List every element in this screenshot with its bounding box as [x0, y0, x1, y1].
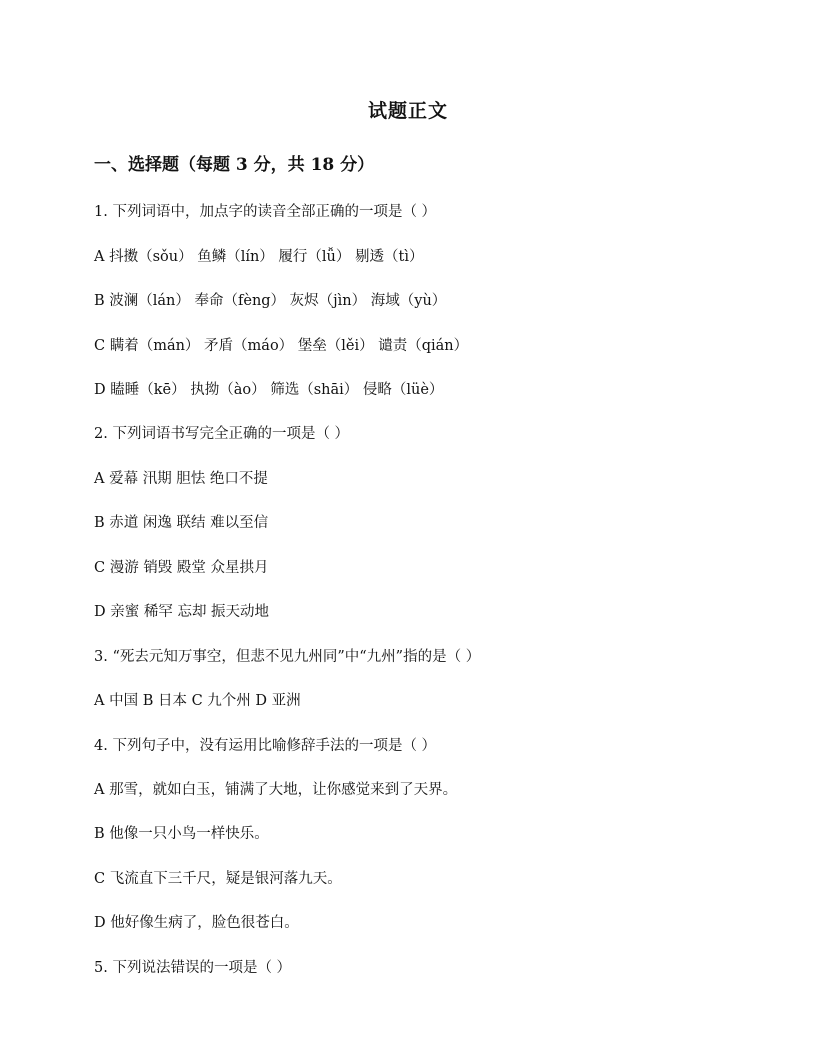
question-3-stem: 3. “死去元知万事空，但悲不见九州同”中“九州”指的是（ ）	[94, 649, 481, 665]
question-1-option-d: D 瞌睡（kē） 执拗（ào） 筛选（shāi） 侵略（lüè）	[94, 382, 444, 398]
question-4-option-b: B 他像一只小鸟一样快乐。	[94, 826, 269, 842]
section-heading: 一、选择题（每题 3 分，共 18 分）	[94, 155, 375, 175]
question-2-option-a: A 爱幕 汛期 胆怯 绝口不提	[94, 471, 268, 487]
question-4-option-d: D 他好像生病了，脸色很苍白。	[94, 915, 299, 931]
question-2-stem: 2. 下列词语书写完全正确的一项是（ ）	[94, 426, 350, 442]
question-3-options: A 中国 B 日本 C 九个州 D 亚洲	[94, 693, 301, 709]
question-1-option-a: A 抖擞（sǒu） 鱼鳞（lín） 履行（lǚ） 剔透（tì）	[94, 249, 424, 265]
question-5-stem: 5. 下列说法错误的一项是（ ）	[94, 960, 292, 976]
question-2-option-b: B 赤道 闲逸 联结 难以至信	[94, 515, 269, 531]
question-4-stem: 4. 下列句子中，没有运用比喻修辞手法的一项是（ ）	[94, 738, 437, 754]
question-2-option-c: C 漫游 销毁 殿堂 众星拱月	[94, 560, 269, 576]
question-4-option-a: A 那雪，就如白玉，铺满了大地，让你感觉来到了天界。	[94, 782, 458, 798]
question-4-option-c: C 飞流直下三千尺，疑是银河落九天。	[94, 871, 342, 887]
question-2-option-d: D 亲蜜 稀罕 忘却 振天动地	[94, 604, 270, 620]
page-title: 试题正文	[367, 100, 448, 122]
question-1-option-c: C 瞒着（mán） 矛盾（máo） 堡垒（lěi） 谴责（qián）	[94, 338, 469, 354]
question-1-stem: 1. 下列词语中，加点字的读音全部正确的一项是（ ）	[94, 204, 437, 220]
question-1-option-b: B 波澜（lán） 奉命（fèng） 灰烬（jìn） 海域（yù）	[94, 293, 447, 309]
